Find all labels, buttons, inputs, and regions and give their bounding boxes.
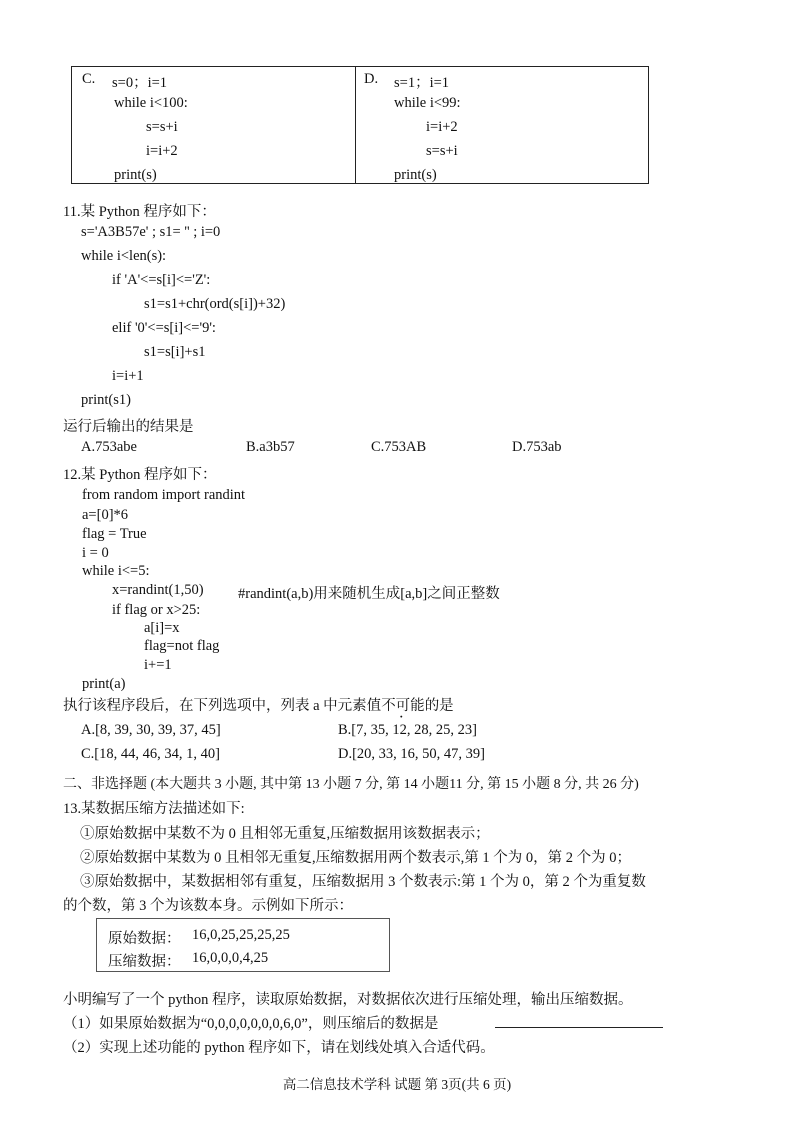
q12-question-post: 的是	[424, 698, 454, 714]
q12-code-line: flag = True	[82, 526, 147, 542]
q11-code-line: while i<len(s):	[81, 248, 167, 264]
option-c-line: s=0；i=1	[112, 75, 168, 91]
q12-code-line: if flag or x>25:	[112, 602, 201, 618]
q12-code-line: while i<=5:	[82, 563, 150, 579]
q11-code-line: elif '0'<=s[i]<='9':	[112, 320, 216, 336]
option-c-line: i=i+2	[146, 143, 178, 159]
section-heading: 二、非选择题 (本大题共 3 小题, 其中第 13 小题 7 分, 第 14 小题11 分, 第 15 小题 8 分, 共 26 分)	[63, 777, 639, 792]
q11-option-b: B.a3b57	[246, 439, 295, 455]
q12-code-line: i = 0	[82, 545, 109, 561]
q12-code-line: a[i]=x	[144, 620, 180, 636]
q11-option-c: C.753AB	[371, 439, 427, 455]
option-d-line: s=s+i	[426, 143, 458, 159]
q12-question-emphasis: 不可能	[381, 698, 425, 714]
q11-option-a: A.753abe	[81, 439, 137, 455]
answer-blank-line[interactable]	[495, 1027, 663, 1028]
q13-sub-2: （2）实现上述功能的 python 程序如下，请在划线处填入合适代码。	[63, 1040, 495, 1056]
q11-code-line: s1=s[i]+s1	[144, 344, 206, 360]
q12-code-line: flag=not flag	[144, 638, 220, 654]
example-original-label: 原始数据：	[108, 931, 181, 947]
q13-stem: 13.某数据压缩方法描述如下:	[63, 801, 245, 817]
example-compressed-value: 16,0,0,0,4,25	[192, 950, 269, 966]
q13-rule-2: ②原始数据中某数为 0 且相邻无重复,压缩数据用两个数表示,第 1 个为 0，第 2 个为 0；	[80, 850, 631, 866]
q12-question-pre: 执行该程序段后，在下列选项中，列表 a 中元素值	[63, 698, 382, 714]
q12-question	[63, 694, 454, 715]
q12-stem: 12.某 Python 程序如下：	[63, 467, 217, 483]
q11-option-d: D.753ab	[512, 439, 562, 455]
q12-option-d: D.[20, 33, 16, 50, 47, 39]	[338, 746, 486, 762]
q13-sub-1: （1）如果原始数据为“0,0,0,0,0,0,0,6,0”，则压缩后的数据是	[63, 1016, 439, 1032]
q13-rule-3-cont: 的个数，第 3 个为该数本身。示例如下所示：	[63, 898, 353, 914]
option-c-cell	[72, 67, 355, 185]
option-d-line: s=1；i=1	[394, 75, 450, 91]
q12-option-c: C.[18, 44, 46, 34, 1, 40]	[81, 746, 220, 762]
q12-option-b: B.[7, 35, 12, 28, 25, 23]	[338, 722, 477, 738]
q12-comment: #randint(a,b)用来随机生成[a,b]之间正整数	[238, 586, 500, 602]
option-d-line: print(s)	[394, 167, 437, 183]
q11-code-line: s='A3B57e' ; s1= '' ; i=0	[81, 224, 221, 240]
option-c-letter: C.	[82, 71, 96, 87]
option-c-line: print(s)	[114, 167, 157, 183]
q11-code-line: s1=s1+chr(ord(s[i])+32)	[144, 296, 286, 312]
q11-code-line: i=i+1	[112, 368, 144, 384]
q12-code-line: a=[0]*6	[82, 507, 129, 523]
option-d-letter: D.	[364, 71, 379, 87]
q12-code-line: from random import randint	[82, 487, 246, 503]
option-c-line: while i<100:	[114, 95, 188, 111]
q13-rule-3: ③原始数据中，某数据相邻有重复，压缩数据用 3 个数表示:第 1 个为 0，第 2 个为重复数	[80, 874, 646, 890]
option-d-line: while i<99:	[394, 95, 461, 111]
q13-rule-1: ①原始数据中某数不为 0 且相邻无重复,压缩数据用该数据表示；	[80, 826, 490, 842]
q11-question: 运行后输出的结果是	[63, 419, 194, 435]
option-d-cell	[356, 67, 639, 185]
example-original-value: 16,0,25,25,25,25	[192, 927, 290, 943]
q12-option-a: A.[8, 39, 30, 39, 37, 45]	[81, 722, 221, 738]
q13-example-box	[96, 918, 390, 972]
q11-stem: 11.某 Python 程序如下：	[63, 204, 216, 220]
q12-code-line: print(a)	[82, 676, 126, 692]
q11-code-line: print(s1)	[81, 392, 131, 408]
option-c-line: s=s+i	[146, 119, 178, 135]
q10-options-table	[71, 66, 649, 184]
q12-code-line: x=randint(1,50)	[112, 582, 204, 598]
example-compressed-label: 压缩数据：	[108, 954, 181, 970]
page-footer: 高二信息技术学科 试题 第 3页(共 6 页)	[282, 1077, 512, 1092]
q13-intro: 小明编写了一个 python 程序，读取原始数据，对数据依次进行压缩处理，输出压缩数据。	[63, 992, 633, 1008]
q12-code-line: i+=1	[144, 657, 172, 673]
option-d-line: i=i+2	[426, 119, 458, 135]
q11-code-line: if 'A'<=s[i]<='Z':	[112, 272, 211, 288]
